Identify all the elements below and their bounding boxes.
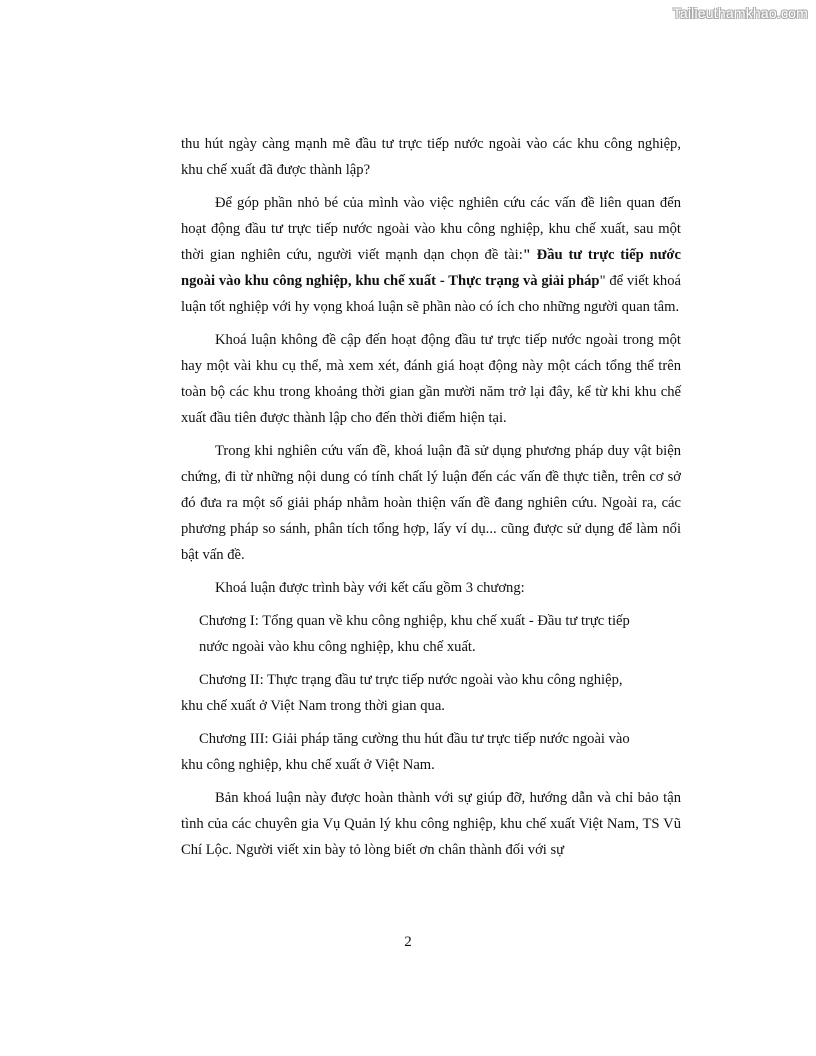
paragraph-2-end: " để viết khoá luận tốt nghiệp với hy vọng khoá luận sẽ phần nào có ích cho những người quan tâm. — [181, 273, 681, 315]
chapter-3-line-2: khu công nghiệp, khu chế xuất ở Việt Nam. — [181, 757, 435, 773]
document-body — [181, 131, 681, 870]
thesis-title: " Đầu tư trực tiếp nước ngoài vào khu công nghiệp, khu chế xuất - Thực trạng và giải pháp — [181, 247, 681, 289]
paragraph-3: Khoá luận không đề cập đến hoạt động đầu tư trực tiếp nước ngoài trong một hay một vài khu cụ thể, mà xem xét, đánh giá hoạt động này một cách tổng thể trên toàn bộ các khu trong khoảng thời gian gần mười năm trở lại đây, kể từ khi khu chế xuất đầu tiên được thành lập cho đến thời điểm hiện tại. — [181, 332, 681, 426]
chapter-1-line-1: Chương I: Tổng quan về khu công nghiệp, khu chế xuất - Đầu tư trực tiếp — [199, 613, 630, 629]
paragraph-2-intro: Để góp phần nhỏ bé của mình vào việc nghiên cứu các vấn đề liên quan đến hoạt động đầu tư trực tiếp nước ngoài vào khu công nghiệp, khu chế xuất, sau một thời gian nghiên cứu, người viết mạnh dạn chọn đề tài: — [181, 195, 681, 263]
paragraph-5: Khoá luận được trình bày với kết cấu gồm 3 chương: — [215, 580, 525, 596]
chapter-1-line-2: nước ngoài vào khu công nghiệp, khu chế xuất. — [199, 639, 476, 655]
paragraph-2 — [181, 190, 681, 320]
chapter-2-item — [181, 667, 681, 719]
chapter-1-item — [199, 608, 681, 660]
paragraph-1: thu hút ngày càng mạnh mẽ đầu tư trực tiếp nước ngoài vào các khu công nghiệp, khu chế xuất đã được thành lập? — [181, 136, 681, 178]
chapter-3-item — [181, 726, 681, 778]
paragraph-4: Trong khi nghiên cứu vấn đề, khoá luận đã sử dụng phương pháp duy vật biện chứng, đi từ những nội dung có tính chất lý luận đến các vấn đề thực tiễn, trên cơ sở đó đưa ra một số giải pháp nhằm hoàn thiện vấn đề đang nghiên cứu. Ngoài ra, các phương pháp so sánh, phân tích tổng hợp, lấy ví dụ... cũng được sử dụng để làm nổi bật vấn đề. — [181, 443, 681, 563]
chapter-2-line-2: khu chế xuất ở Việt Nam trong thời gian qua. — [181, 698, 445, 714]
chapter-3-line-1: Chương III: Giải pháp tăng cường thu hút đầu tư trực tiếp nước ngoài vào — [199, 731, 630, 747]
page-number: 2 — [404, 934, 412, 950]
paragraph-6: Bản khoá luận này được hoàn thành với sự giúp đỡ, hướng dẫn và chỉ bảo tận tình của các chuyên gia Vụ Quản lý khu công nghiệp, khu chế xuất Việt Nam, TS Vũ Chí Lộc. Người viết xin bày tỏ lòng biết ơn chân thành đối với sự — [181, 790, 681, 858]
chapter-2-line-1: Chương II: Thực trạng đầu tư trực tiếp nước ngoài vào khu công nghiệp, — [199, 672, 623, 688]
watermark: Tailieuthamkhao.com — [672, 5, 808, 21]
